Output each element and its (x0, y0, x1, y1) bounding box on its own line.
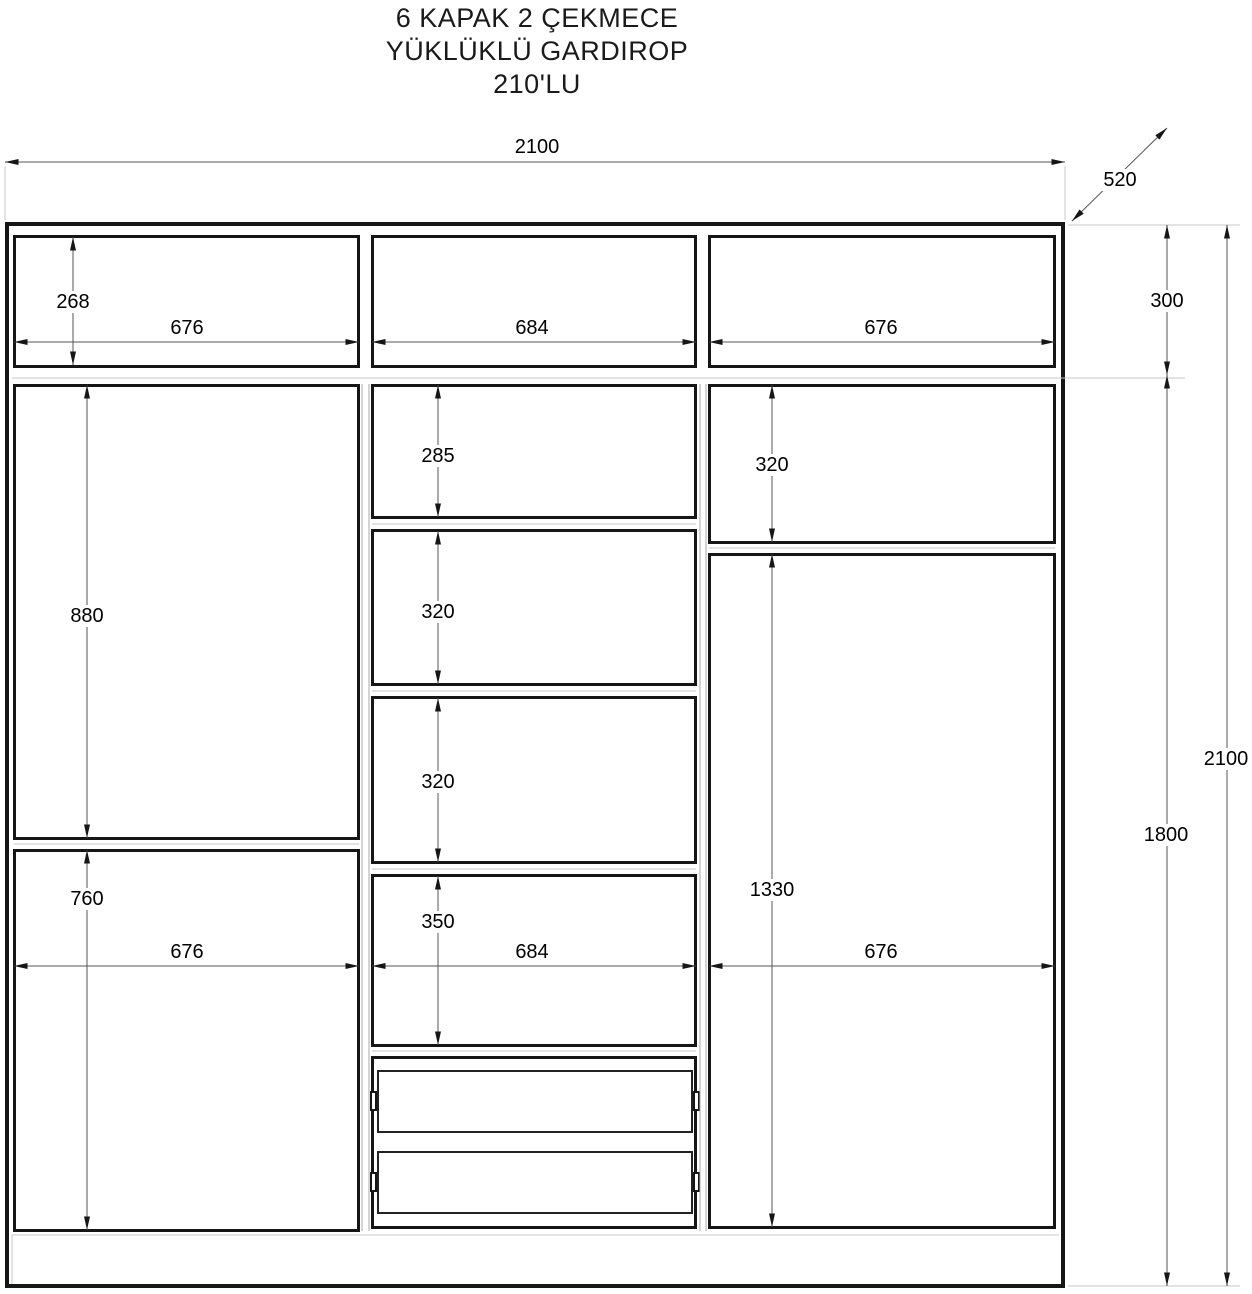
dim-middle-shelf-2: 320 (418, 601, 457, 623)
title-line-3: 210'LU (493, 69, 581, 99)
dim-middle-shelf-3: 320 (418, 771, 457, 793)
dim-left-upper-height: 880 (67, 605, 106, 627)
dim-right-door-height: 1330 (747, 879, 798, 901)
dim-left-lower-height: 760 (67, 888, 106, 910)
dim-overall-height: 2100 (1201, 748, 1252, 770)
dim-top-shelf-inner-height: 268 (53, 291, 92, 313)
dim-right-upper-height: 320 (752, 454, 791, 476)
title-line-1: 6 KAPAK 2 ÇEKMECE (395, 3, 679, 33)
dim-depth: 520 (1100, 169, 1139, 191)
dim-top-section-height: 300 (1147, 290, 1186, 312)
dim-lower-width-left: 676 (167, 941, 206, 963)
dim-top-width-middle: 684 (512, 317, 551, 339)
dim-lower-width-middle: 684 (512, 941, 551, 963)
panel-edge-lines (362, 384, 706, 1231)
dim-middle-shelf-1: 285 (418, 445, 457, 467)
dim-middle-shelf-4: 350 (418, 911, 457, 933)
dim-top-width-left: 676 (167, 317, 206, 339)
dim-body-height: 1800 (1141, 824, 1192, 846)
title-line-2: YÜKLÜKLÜ GARDIROP (385, 36, 689, 66)
dim-overall-width: 2100 (512, 136, 563, 158)
dim-top-width-right: 676 (861, 317, 900, 339)
dim-lower-width-right: 676 (861, 941, 900, 963)
